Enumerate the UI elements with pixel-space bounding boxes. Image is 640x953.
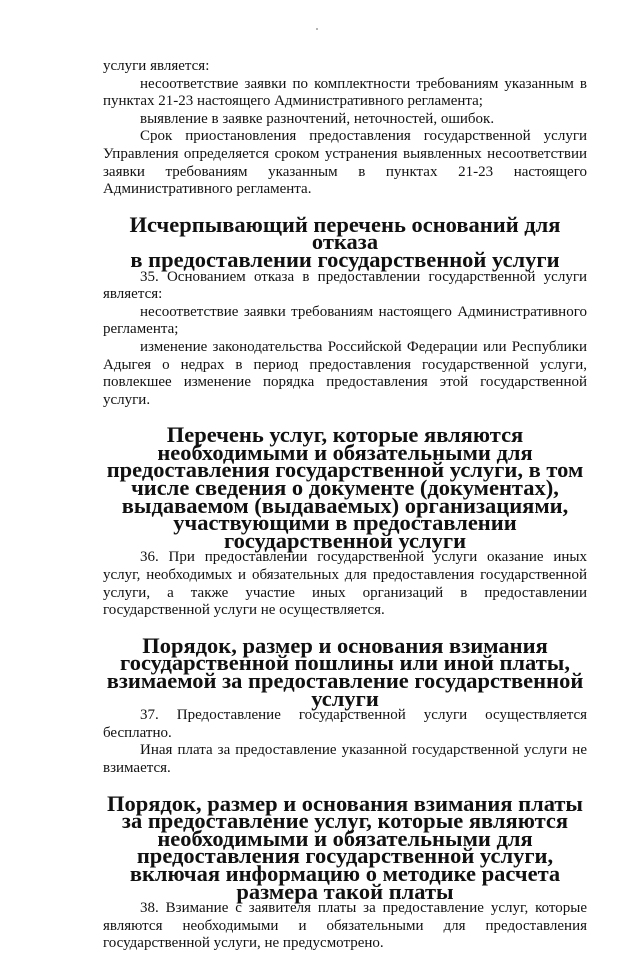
paragraph-35: 35. Основанием отказа в предоставлении государственной услуги является: (103, 268, 587, 303)
paragraph-item: несоответствие заявки требованиям настоящего Административного регламента; (103, 303, 587, 338)
section-heading-refusal-grounds: Исчерпывающий перечень оснований для отказа в предоставлении государственной услуги (129, 211, 561, 272)
paragraph-item: выявление в заявке разночтений, неточностей, ошибок. (140, 110, 495, 127)
paragraph-item: несоответствие заявки по комплектности требованиям указанным в пунктах 21-23 настоящего Административного регламента; (103, 75, 587, 110)
document-body (103, 58, 587, 953)
section-heading-state-fee: Порядок, размер и основания взимания государственной пошлины или иной платы, взимаемой за предоставление государственной услуги (106, 632, 584, 711)
paragraph-suspension-term: Срок приостановления предоставления государственной услуги Управления определяется сроком устранения выявленных несоответствии заявки требованиям указанным в пунктах 21-23 настоящего Административного регламента. (103, 128, 587, 198)
paragraph-37: 37. Предоставление государственной услуги осуществляется бесплатно. (103, 707, 587, 741)
paragraph-38: 38. Взимание с заявителя платы за предоставление услуг, которые являются необходимыми и обязательными для предоставления государственной услуги, не предусмотрено. (103, 900, 587, 952)
paragraph-item: изменение законодательства Российской Федерации или Республики Адыгея о недрах в период предоставления государственной услуги, повлекшее изменение порядка предоставления этой государственной услуги. (103, 338, 587, 408)
paragraph-item: Иная плата за предоставление указанной государственной услуги не взимается. (103, 742, 587, 776)
section-heading-service-fee: Порядок, размер и основания взимания платы за предоставление услуг, которые являются необходимыми и обязательными для предоставления государственной услуги, включая информацию о методике расчета размера такой платы (106, 790, 583, 904)
paragraph-36: 36. При предоставлении государственной услуги оказание иных услуг, необходимых и обязательных для предоставления государственной услуги, а также участие иных организаций в предоставлении государственной услуги не осуществляется. (103, 549, 587, 619)
section-heading-required-services: Перечень услуг, которые являются необходимыми и обязательными для предоставления государственной услуги, в том числе сведения о документе (документах), выдаваемом (выдаваемых) организациями, участвующими в предоставлении государственной услуги (106, 422, 584, 553)
paragraph-continuation: услуги является: (103, 58, 210, 74)
scan-speck (316, 28, 318, 30)
